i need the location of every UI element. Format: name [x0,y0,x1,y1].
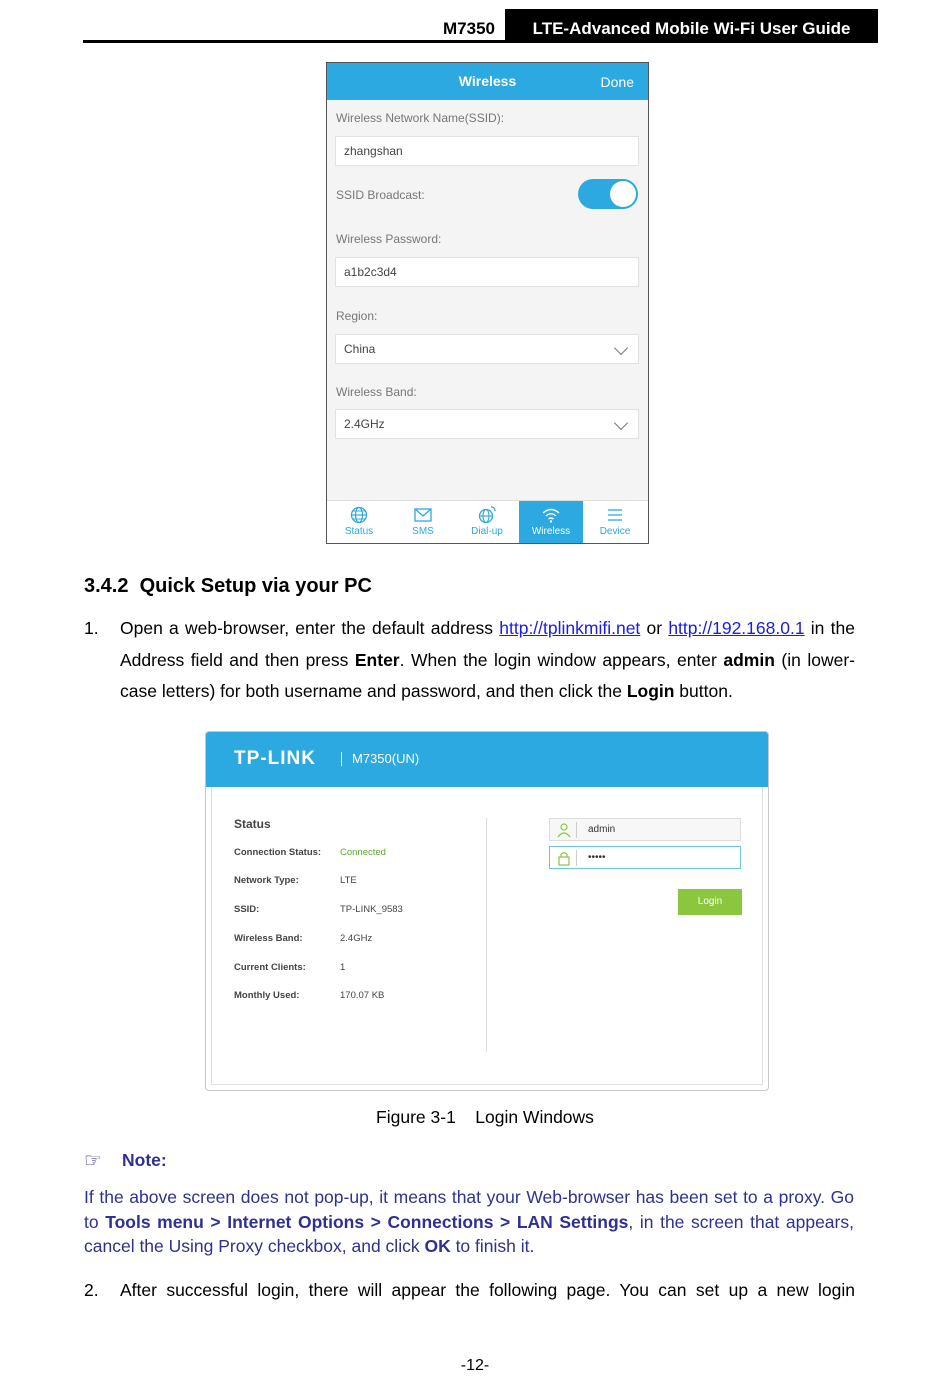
tp-link-logo: TP-LINK [234,748,316,769]
tab-label: SMS [412,526,434,537]
password-input[interactable] [549,846,741,869]
header-rule [83,40,878,43]
status-row-value: 170.07 KB [340,990,385,1001]
phone-wireless-screenshot [326,62,649,544]
login-button[interactable]: Login [678,889,742,915]
wifi-icon [541,505,561,525]
wireless-band-select[interactable] [335,409,639,439]
status-row-value: TP-LINK_9583 [340,904,403,915]
text-run: Open a web-browser, enter the default address [120,618,500,638]
tab-label: Wireless [531,526,571,537]
ssid-broadcast-label: SSID Broadcast: [336,188,425,202]
menu-lines-icon [605,505,625,525]
page-number: -12- [460,1357,490,1374]
text-run: in the Address field and then press [120,618,855,670]
text-run: If the above screen does not pop-up, it means that your Web-browser has been set to a proxy. Go to [84,1187,854,1232]
region-value: China [344,342,376,356]
note-label: Note: [122,1150,167,1170]
tab-wireless[interactable] [519,501,583,544]
text-run: , in the screen that appears, cancel the Using Proxy checkbox, and click [84,1211,854,1256]
step-2-text: After successful login, there will appear the following page. You can set up a new login [120,1280,855,1300]
status-row-value: 1 [340,962,346,973]
status-row-label: Connection Status: [234,847,322,858]
status-title: Status [234,817,271,831]
text-run: (in lower-case letters) for both username and password, and then click the [120,649,856,701]
tab-label: Device [599,526,631,537]
text-run: to finish it. [450,1236,535,1256]
chevron-down-icon [614,341,628,355]
step-number: 2. [84,1280,99,1300]
dialup-globe-icon [477,505,497,525]
tab-dial-up[interactable] [455,501,519,544]
login-window-screenshot [205,731,769,1091]
region-select[interactable] [335,334,639,364]
text-run: button. [674,681,733,701]
step-1-text [120,613,855,708]
pointing-hand-icon: ☞ [84,1150,102,1172]
username-value: admin [588,824,616,835]
tab-status[interactable] [327,501,391,544]
status-row-label: Monthly Used: [234,990,300,1001]
note-text [84,1185,854,1259]
connection-status-value: Connected [340,847,386,858]
phone-title: Wireless [458,73,517,89]
ssid-label: Wireless Network Name(SSID): [336,111,505,125]
section-heading: 3.4.2 Quick Setup via your PC [84,575,372,597]
password-mask: ••••• [588,852,606,863]
wireless-password-label: Wireless Password: [336,232,442,246]
status-row-value: 2.4GHz [340,933,373,944]
status-row-value: LTE [340,875,357,886]
tab-label: Dial-up [471,526,503,537]
ssid-broadcast-toggle[interactable] [578,179,638,209]
bold-enter: Enter [354,649,400,670]
done-button[interactable]: Done [600,74,634,90]
status-row-label: Wireless Band: [234,933,303,944]
header-guide-title: LTE-Advanced Mobile Wi-Fi User Guide [505,9,878,41]
wireless-password-input[interactable]: a1b2c3d4 [335,257,639,287]
logo-separator [341,752,342,766]
figure-caption: Figure 3-1 Login Windows [376,1107,594,1127]
wireless-band-value: 2.4GHz [344,417,385,431]
lock-icon [556,850,577,866]
wireless-band-label: Wireless Band: [336,385,417,399]
globe-icon [349,505,369,525]
ip-address-link[interactable]: http://192.168.0.1 [668,618,805,638]
status-row-label: SSID: [234,904,260,915]
status-row-label: Current Clients: [234,962,306,973]
tplinkmifi-link[interactable]: http://tplinkmifi.net [499,618,641,638]
user-icon [556,822,577,838]
bold-admin: admin [723,649,775,670]
step-number: 1. [84,618,99,638]
tab-device[interactable] [583,501,647,544]
tab-sms[interactable] [391,501,455,544]
bottom-tab-bar [327,500,648,544]
login-header-bar [206,732,768,787]
text-run: or [640,618,669,638]
chevron-down-icon [614,416,628,430]
ssid-input[interactable]: zhangshan [335,136,639,166]
bold-ok: OK [424,1236,451,1256]
text-run: . When the login window appears, enter [399,649,724,670]
bold-menu-path: Tools menu > Internet Options > Connections > LAN Settings [105,1211,629,1232]
status-row-label: Network Type: [234,875,299,886]
header-model: M7350 [443,19,495,38]
vertical-divider [486,818,487,1052]
region-label: Region: [336,309,378,323]
phone-top-bar [327,63,648,100]
username-input[interactable] [549,818,741,841]
tab-label: Status [344,526,374,537]
envelope-icon [413,505,433,525]
bold-login: Login [626,681,675,701]
toggle-knob [610,181,636,207]
login-model: M7350(UN) [352,751,420,766]
